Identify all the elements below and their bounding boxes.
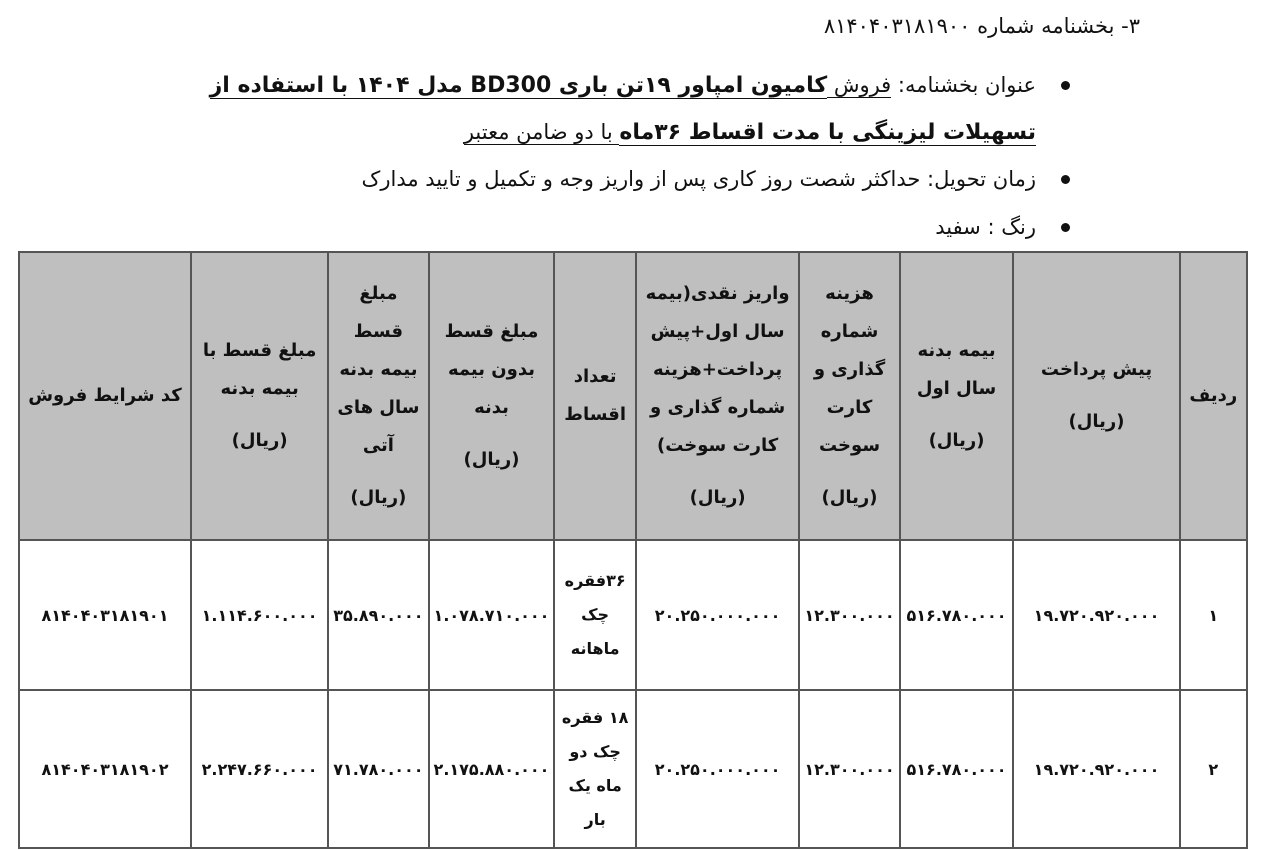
cell-inst-with-ins: ۱.۱۱۴.۶۰۰.۰۰۰ [191, 540, 328, 690]
cell-row-no: ۱ [1180, 540, 1247, 690]
cell-cash: ۲۰.۲۵۰.۰۰۰.۰۰۰ [636, 690, 800, 848]
cell-insurance: ۵۱۶.۷۸۰.۰۰۰ [900, 690, 1014, 848]
bullet-list [0, 62, 1070, 250]
cell-row-no: ۲ [1180, 690, 1247, 848]
bullet-color: رنگ : سفید [0, 204, 1070, 250]
header-sale-code: کد شرایط فروش [19, 252, 191, 540]
bullet-title [156, 62, 1070, 156]
bullet-delivery: زمان تحویل: حداکثر شصت روز کاری پس از واریز وجه و تکمیل و تایید مدارک [0, 156, 1070, 202]
cell-inst-no-ins: ۱.۰۷۸.۷۱۰.۰۰۰ [429, 540, 555, 690]
header-prepayment: پیش پرداخت (ریال) [1013, 252, 1179, 540]
cell-inst-future-ins: ۳۵.۸۹۰.۰۰۰ [328, 540, 428, 690]
cell-prepayment: ۱۹.۷۲۰.۹۲۰.۰۰۰ [1013, 540, 1179, 690]
cell-prepayment: ۱۹.۷۲۰.۹۲۰.۰۰۰ [1013, 690, 1179, 848]
cell-inst-future-ins: ۷۱.۷۸۰.۰۰۰ [328, 690, 428, 848]
cell-insurance: ۵۱۶.۷۸۰.۰۰۰ [900, 540, 1014, 690]
sales-table [18, 251, 1248, 849]
header-inst-no-ins: مبلغ قسط بدون بیمه بدنه (ریال) [429, 252, 555, 540]
header-plate-cost: هزینه شماره گذاری و کارت سوخت (ریال) [799, 252, 899, 540]
cell-installments: ۳۶فقره چک ماهانه [554, 540, 635, 690]
header-insurance: بیمه بدنه سال اول (ریال) [900, 252, 1014, 540]
header-inst-with-ins: مبلغ قسط با بیمه بدنه (ریال) [191, 252, 328, 540]
cell-plate-cost: ۱۲.۳۰۰.۰۰۰ [799, 540, 899, 690]
cell-cash: ۲۰.۲۵۰.۰۰۰.۰۰۰ [636, 540, 800, 690]
title-suffix: با دو ضامن معتبر [463, 120, 620, 144]
header-installments: تعداد اقساط [554, 252, 635, 540]
table-row [19, 690, 1247, 848]
table-header-row [19, 252, 1247, 540]
cell-plate-cost: ۱۲.۳۰۰.۰۰۰ [799, 690, 899, 848]
section-heading: ۳- بخشنامه شماره ۸۱۴۰۴۰۳۱۸۱۹۰۰ [823, 14, 1140, 38]
header-inst-future-ins: مبلغ قسط بیمه بدنه سال های آتی (ریال) [328, 252, 428, 540]
header-row-no: ردیف [1180, 252, 1247, 540]
cell-installments: ۱۸ فقره چک دو ماه یک بار [554, 690, 635, 848]
cell-inst-with-ins: ۲.۲۴۷.۶۶۰.۰۰۰ [191, 690, 328, 848]
title-bold: کامیون امپاور ۱۹تن باری BD300 مدل ۱۴۰۴ با استفاده از تسهیلات لیزینگی با مدت اقساط ۳۶ماه [209, 73, 1036, 145]
cell-inst-no-ins: ۲.۱۷۵.۸۸۰.۰۰۰ [429, 690, 555, 848]
title-prefix: فروش [827, 73, 892, 97]
cell-sale-code: ۸۱۴۰۴۰۳۱۸۱۹۰۲ [19, 690, 191, 848]
table-row [19, 540, 1247, 690]
title-label: عنوان بخشنامه: [891, 73, 1036, 97]
header-cash: واریز نقدی(بیمه سال اول+پیش پرداخت+هزینه شماره گذاری و کارت سوخت) (ریال) [636, 252, 800, 540]
cell-sale-code: ۸۱۴۰۴۰۳۱۸۱۹۰۱ [19, 540, 191, 690]
